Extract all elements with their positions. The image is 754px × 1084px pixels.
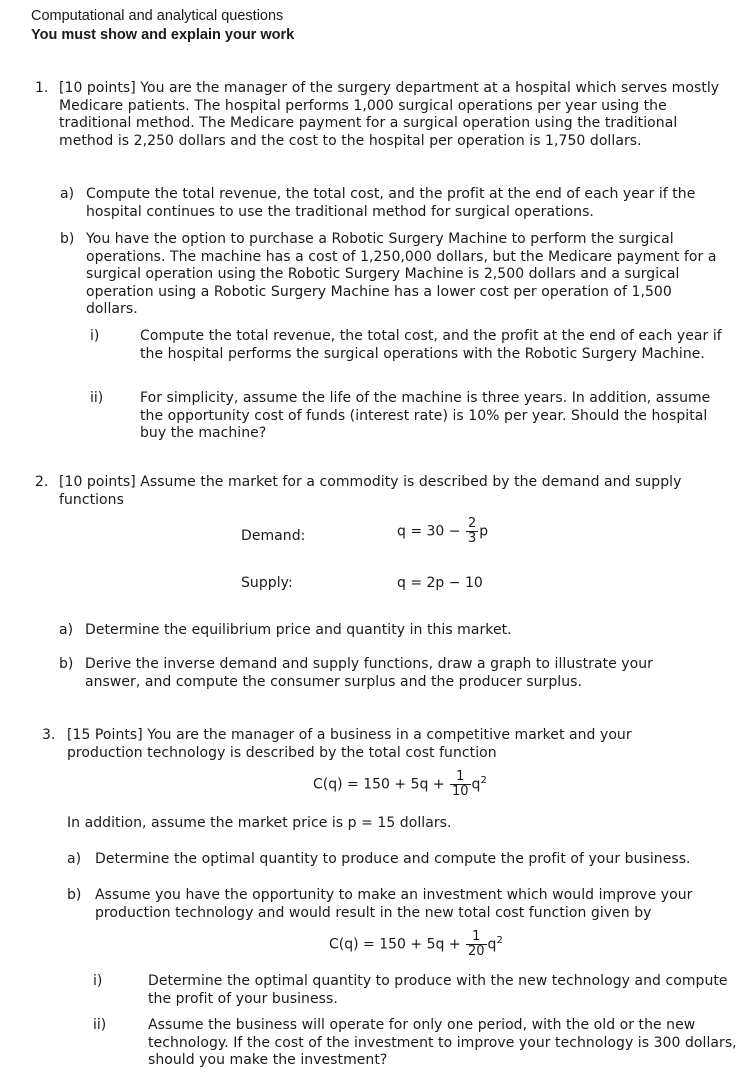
q1b-label: b) xyxy=(60,231,75,247)
q3-intro: [15 Points] You are the manager of a business in a competitive market and your production technology is described by the total cost function xyxy=(67,727,632,761)
q1bii-text: For simplicity, assume the life of the machine is three years. In addition, assume the opportunity cost of funds (interest rate) is 10% per year. Should the hospital buy the machine? xyxy=(140,390,711,442)
demand-fraction xyxy=(466,517,478,546)
demand-fraction-numerator: 2 xyxy=(467,516,477,531)
q1bii-label: ii) xyxy=(90,390,104,406)
cost1-numerator: 1 xyxy=(450,770,471,785)
q1a-text: Compute the total revenue, the total cost, and the profit at the end of each year if the hospital continues to use the traditional method for surgical operations. xyxy=(86,186,696,220)
supply-equation: q = 2p − 10 xyxy=(397,575,483,591)
instructions-line: You must show and explain your work xyxy=(31,27,295,43)
cost1-exponent: 2 xyxy=(480,774,487,786)
cost1-denominator: 10 xyxy=(452,784,469,799)
q1-intro: [10 points] You are the manager of the surgery department at a hospital which serves mostly Medicare patients. The hospital performs 1,000 surgical operations per year using the traditional method. The Medicare payment for a surgical operation using the traditional method is 2,250 dollars and the cost to the hospital per operation is 1,750 dollars. xyxy=(59,80,720,149)
q3b-label: b) xyxy=(67,887,82,903)
q2b-label: b) xyxy=(59,656,74,672)
q1bi-text: Compute the total revenue, the total cost, and the profit at the end of each year if the hospital performs the surgical operations with the Robotic Surgery Machine. xyxy=(140,328,722,362)
cost-function-new xyxy=(329,930,503,959)
q3bi-text: Determine the optimal quantity to produce with the new technology and compute the profit of your business. xyxy=(148,973,728,1007)
supply-label: Supply: xyxy=(241,575,293,591)
cost2-fraction xyxy=(466,930,487,959)
q1bi-label: i) xyxy=(90,328,100,344)
cost2-denominator: 20 xyxy=(468,944,485,959)
q3b-text: Assume you have the opportunity to make an investment which would improve your production technology and would result in the new total cost function given by xyxy=(95,887,693,921)
market-price-text: In addition, assume the market price is p = 15 dollars. xyxy=(67,815,452,831)
worksheet-title: Computational and analytical questions xyxy=(31,8,284,24)
q2a-label: a) xyxy=(59,622,74,638)
cost2-variable: q xyxy=(487,936,497,953)
cost1-fraction xyxy=(450,770,471,799)
q2b-text: Derive the inverse demand and supply functions, draw a graph to illustrate your answer, and compute the consumer surplus and the producer surplus. xyxy=(85,656,653,690)
demand-label: Demand: xyxy=(241,528,306,544)
q1b-text: You have the option to purchase a Robotic Surgery Machine to perform the surgical operations. The machine has a cost of 1,250,000 dollars, but the Medicare payment for a surgical operation using the Robotic Surgery Machine is 2,500 dollars and a surgical operation using a Robotic Surgery Machine has a lower cost per operation of 1,500 dollars. xyxy=(86,231,717,318)
demand-equation xyxy=(397,517,488,546)
cost-function-original xyxy=(313,770,487,799)
q3-number: 3. xyxy=(42,727,56,743)
q2a-text: Determine the equilibrium price and quantity in this market. xyxy=(85,622,512,638)
demand-variable: p xyxy=(479,523,489,540)
cost2-numerator: 1 xyxy=(466,930,487,945)
q1a-label: a) xyxy=(60,186,75,202)
q3a-text: Determine the optimal quantity to produce and compute the profit of your business. xyxy=(95,851,691,867)
demand-equation-lhs: q = 30 − xyxy=(397,523,461,540)
q1-number: 1. xyxy=(35,80,49,96)
cost1-lhs: C(q) = 150 + 5q + xyxy=(313,776,445,793)
q3bii-label: ii) xyxy=(93,1017,107,1033)
q2-number: 2. xyxy=(35,474,49,490)
cost2-lhs: C(q) = 150 + 5q + xyxy=(329,936,461,953)
cost2-exponent: 2 xyxy=(496,934,503,946)
demand-fraction-denominator: 3 xyxy=(467,531,477,546)
q3bi-label: i) xyxy=(93,973,103,989)
cost1-variable: q xyxy=(471,776,481,793)
q3bii-text: Assume the business will operate for only one period, with the old or the new technology. If the cost of the investment to improve your technology is 300 dollars, should you make the investment? xyxy=(148,1017,737,1069)
q3a-label: a) xyxy=(67,851,82,867)
q2-intro: [10 points] Assume the market for a commodity is described by the demand and supply functions xyxy=(59,474,682,508)
